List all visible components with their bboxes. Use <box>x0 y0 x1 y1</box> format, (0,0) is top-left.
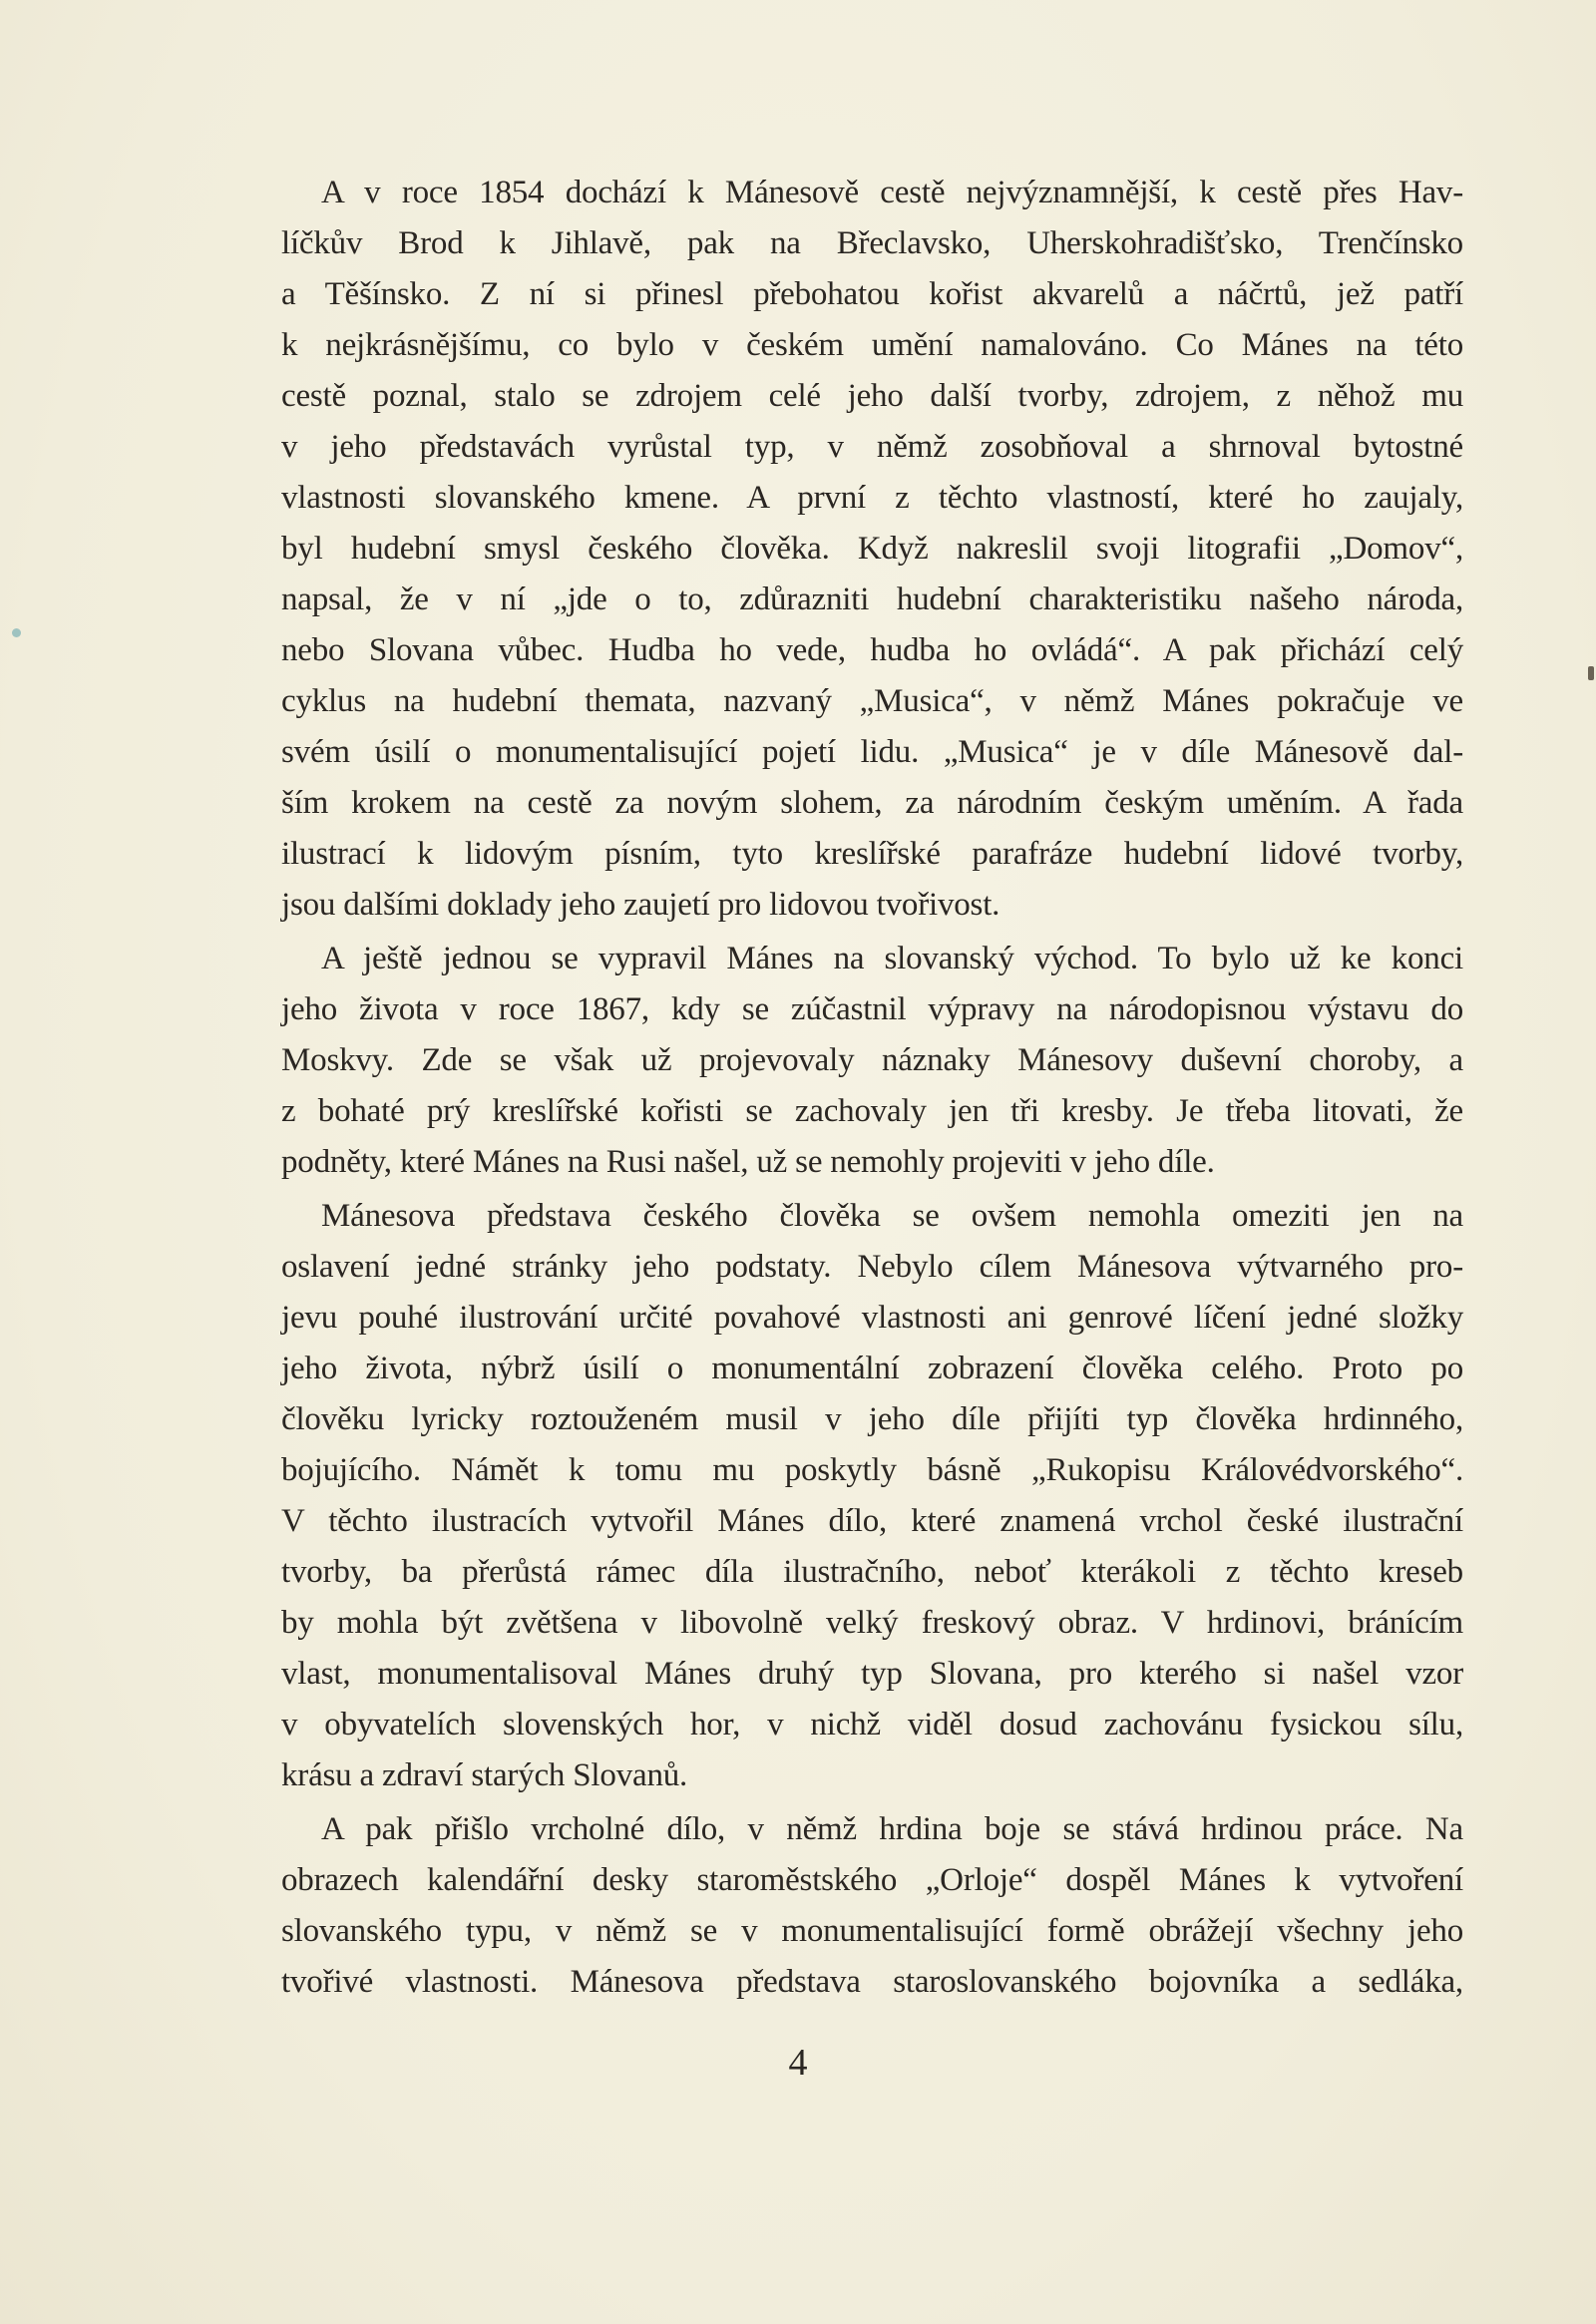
text-line: vlastnosti slovanského kmene. A první z těchto vlastností, které ho zaujaly, <box>281 480 1463 516</box>
text-line: Moskvy. Zde se však už projevovaly náznaky Mánesovy duševní choroby, a <box>281 1042 1463 1078</box>
text-line: A v roce 1854 dochází k Mánesově cestě nejvýznamnější, k cestě přes Hav- <box>321 175 1463 210</box>
body-text <box>281 168 1463 2011</box>
page-number: 4 <box>788 2042 808 2084</box>
text-line: svém úsilí o monumentalisující pojetí lidu. „Musica“ je v díle Mánesově dal- <box>281 734 1463 770</box>
text-line: člověku lyricky roztouženém musil v jeho díle přijíti typ člověka hrdinného, <box>281 1401 1463 1437</box>
text-line: obrazech kalendářní desky staroměstského „Orloje“ dospěl Mánes k vytvoření <box>281 1862 1463 1898</box>
text-line: vlast, monumentalisoval Mánes druhý typ Slovana, pro kterého si našel vzor <box>281 1656 1463 1692</box>
text-line: a Těšínsko. Z ní si přinesl přebohatou kořist akvarelů a náčrtů, jež patří <box>281 276 1463 312</box>
paragraph <box>281 1804 1463 2008</box>
text-line: jeho života, nýbrž úsilí o monumentální zobrazení člověka celého. Proto po <box>281 1351 1463 1386</box>
text-line: ilustrací k lidovým písním, tyto kreslířské parafráze hudební lidové tvorby, <box>281 836 1463 872</box>
text-line: byl hudební smysl českého člověka. Když nakreslil svoji litografii „Domov“, <box>281 531 1463 567</box>
text-line: k nejkrásnějšímu, co bylo v českém umění namalováno. Co Mánes na této <box>281 327 1463 363</box>
text-line: A pak přišlo vrcholné dílo, v němž hrdina boje se stává hrdinou práce. Na <box>321 1811 1463 1847</box>
text-line: v jeho představách vyrůstal typ, v němž zosobňoval a shrnoval bytostné <box>281 429 1463 465</box>
text-line: tvořivé vlastnosti. Mánesova představa staroslovanského bojovníka a sedláka, <box>281 1964 1463 2000</box>
text-line: ším krokem na cestě za novým slohem, za národním českým uměním. A řada <box>281 785 1463 821</box>
paragraph <box>281 168 1463 931</box>
text-line: líčkův Brod k Jihlavě, pak na Břeclavsko, Uherskohradišťsko, Trenčínsko <box>281 225 1463 261</box>
text-line: jevu pouhé ilustrování určité povahové vlastnosti ani genrové líčení jedné složky <box>281 1300 1463 1336</box>
paper-speck <box>12 628 21 637</box>
text-line: A ještě jednou se vypravil Mánes na slovanský východ. To bylo už ke konci <box>321 941 1463 976</box>
text-line: napsal, že v ní „jde o to, zdůrazniti hudební charakteristiku našeho národa, <box>281 581 1463 617</box>
text-line: V těchto ilustracích vytvořil Mánes dílo, které znamená vrchol české ilustrační <box>281 1503 1463 1539</box>
text-line: v obyvatelích slovenských hor, v nichž viděl dosud zachovánu fysickou sílu, <box>281 1707 1463 1743</box>
text-line: tvorby, ba přerůstá rámec díla ilustračního, neboť kterákoli z těchto kreseb <box>281 1554 1463 1590</box>
text-line: bojujícího. Námět k tomu mu poskytly básně „Rukopisu Královédvorského“. <box>281 1452 1463 1488</box>
text-line: slovanského typu, v němž se v monumentalisující formě obrážejí všechny jeho <box>281 1913 1463 1949</box>
text-line: cestě poznal, stalo se zdrojem celé jeho další tvorby, zdrojem, z něhož mu <box>281 378 1463 414</box>
text-line: oslavení jedné stránky jeho podstaty. Nebylo cílem Mánesova výtvarného pro- <box>281 1249 1463 1285</box>
paper-speck <box>1588 666 1594 680</box>
text-line: jeho života v roce 1867, kdy se zúčastnil výpravy na národopisnou výstavu do <box>281 991 1463 1027</box>
text-line: krásu a zdraví starých Slovanů. <box>281 1757 688 1793</box>
text-line: nebo Slovana vůbec. Hudba ho vede, hudba ho ovládá“. A pak přichází celý <box>281 632 1463 668</box>
text-line: Mánesova představa českého člověka se ovšem nemohla omeziti jen na <box>321 1198 1463 1234</box>
text-line: jsou dalšími doklady jeho zaujetí pro lidovou tvořivost. <box>281 887 1000 923</box>
text-line: cyklus na hudební themata, nazvaný „Musica“, v němž Mánes pokračuje ve <box>281 683 1463 719</box>
text-line: z bohaté prý kreslířské kořisti se zachovaly jen tři kresby. Je třeba litovati, že <box>281 1093 1463 1129</box>
text-line: podněty, které Mánes na Rusi našel, už se nemohly projeviti v jeho díle. <box>281 1144 1215 1180</box>
paragraph <box>281 934 1463 1188</box>
paragraph <box>281 1191 1463 1801</box>
text-line: by mohla být zvětšena v libovolně velký freskový obraz. V hrdinovi, bránícím <box>281 1605 1463 1641</box>
